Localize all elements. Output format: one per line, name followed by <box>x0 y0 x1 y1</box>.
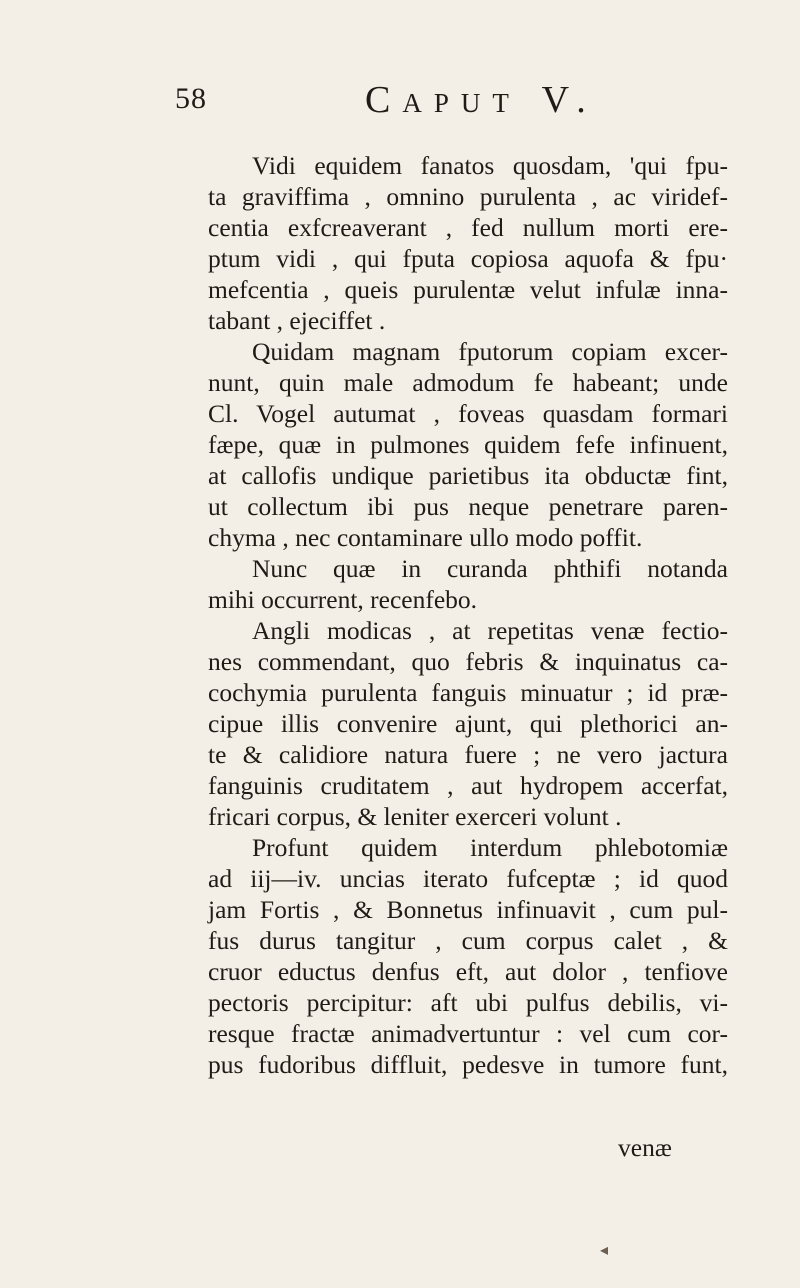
text-line: ta graviffima , omnino purulenta , ac viridef- <box>208 182 728 211</box>
text-line: fanguinis cruditatem , aut hydropem accerfat, <box>208 771 728 800</box>
text-line: cruor eductus denfus eft, aut dolor , tenfiove <box>208 957 728 986</box>
text-line: Nunc quæ in curanda phthifi notanda <box>252 554 728 583</box>
text-line: fricari corpus, & leniter exerceri volunt . <box>208 802 622 831</box>
text-line: chyma , nec contaminare ullo modo poffit. <box>208 523 643 552</box>
signature-mark: ◂ <box>600 1242 609 1259</box>
text-line: mefcentia , queis purulentæ velut infulæ inna- <box>208 275 728 304</box>
text-line: Angli modicas , at repetitas venæ fectio- <box>252 616 728 645</box>
text-line: Profunt quidem interdum phlebotomiæ <box>252 833 728 862</box>
text-line: fus durus tangitur , cum corpus calet , & <box>208 926 728 955</box>
text-line: nunt, quin male admodum fe habeant; unde <box>208 368 728 397</box>
text-line: centia exfcreaverant , fed nullum morti ere- <box>208 213 728 242</box>
text-line: cipue illis convenire ajunt, qui plethorici an- <box>208 709 728 738</box>
text-line: ptum vidi , qui fputa copiosa aquofa & fpu· <box>208 244 728 273</box>
catchword: venæ <box>618 1133 672 1162</box>
text-line: pus fudoribus diffluit, pedesve in tumore funt, <box>208 1050 728 1079</box>
text-line: ut collectum ibi pus neque penetrare paren- <box>208 492 728 521</box>
text-line: te & calidiore natura fuere ; ne vero jactura <box>208 740 728 769</box>
text-line: tabant , ejeciffet . <box>208 306 386 335</box>
running-head: Caput V. <box>365 79 598 121</box>
page-header <box>175 78 715 122</box>
text-line: mihi occurrent, recenfebo. <box>208 585 478 614</box>
text-line: at callofis undique parietibus ita obductæ fint, <box>208 461 728 490</box>
text-line: ad iij—iv. uncias iterato fufceptæ ; id quod <box>208 864 728 893</box>
text-line: pectoris percipitur: aft ubi pulfus debilis, vi- <box>208 988 728 1017</box>
text-line: jam Fortis , & Bonnetus infinuavit , cum pul- <box>208 895 728 924</box>
text-line: Vidi equidem fanatos quosdam, 'qui fpu- <box>252 151 728 180</box>
text-line: cochymia purulenta fanguis minuatur ; id præ- <box>208 678 728 707</box>
text-line: nes commendant, quo febris & inquinatus ca- <box>208 647 728 676</box>
page-number: 58 <box>175 82 207 115</box>
text-line: fæpe, quæ in pulmones quidem fefe infinuent, <box>208 430 728 459</box>
text-line: resque fractæ animadvertuntur : vel cum cor- <box>208 1019 728 1048</box>
text-line: Cl. Vogel autumat , foveas quasdam formari <box>208 399 728 428</box>
text-line: Quidam magnam fputorum copiam excer- <box>252 337 728 366</box>
body-text <box>208 150 728 1080</box>
